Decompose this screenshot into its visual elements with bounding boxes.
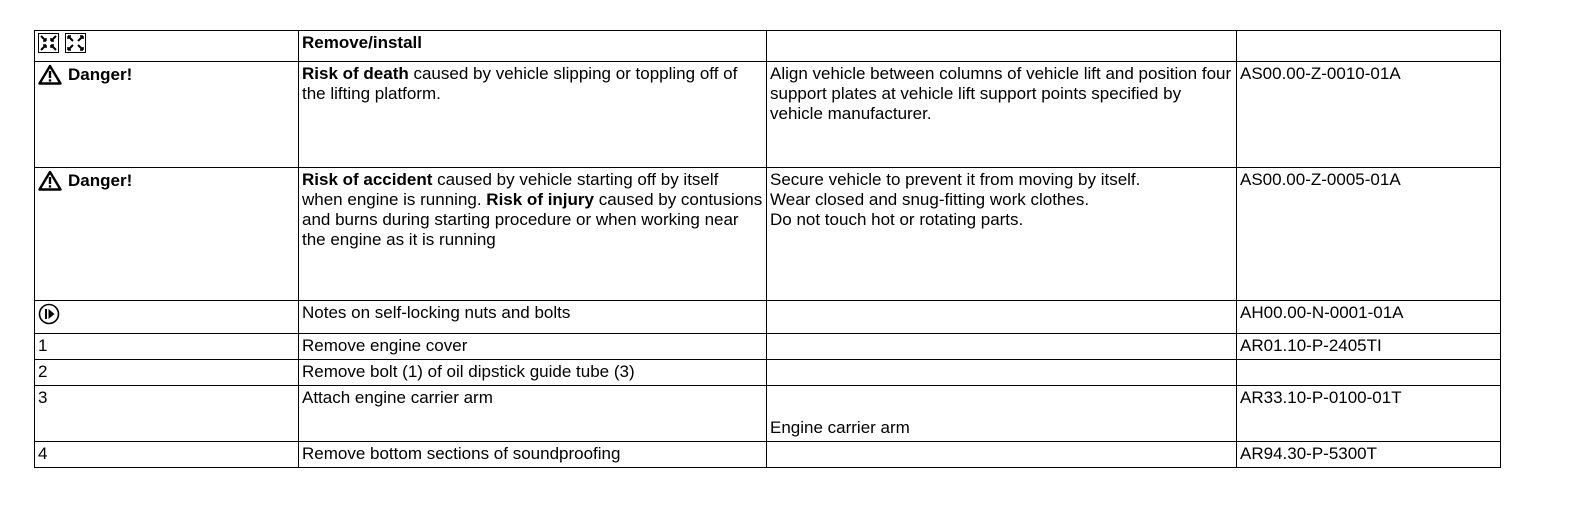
- risk-heading: Risk of accident: [302, 170, 433, 189]
- install-icon: [65, 33, 86, 53]
- risk-text: caused by contusions and burns during starting procedure or when working near the engine as it is running: [302, 190, 763, 249]
- risk-text: caused by vehicle starting off by itself when engine is running.: [302, 170, 719, 209]
- row-action-text: Engine carrier arm: [770, 418, 910, 437]
- warning-label-cell: [35, 62, 299, 168]
- note-icon: [38, 303, 60, 325]
- row-reference: AS00.00-Z-0005-01A: [1237, 168, 1501, 301]
- row-action: [767, 334, 1237, 360]
- table-row: [35, 168, 1501, 301]
- procedure-table: [34, 30, 1501, 468]
- row-action: [767, 386, 1237, 442]
- row-reference: [1237, 360, 1501, 386]
- warning-label: Danger!: [68, 64, 133, 84]
- step-number: 3: [35, 386, 299, 442]
- header-empty-cell: [767, 31, 1237, 62]
- header-empty-cell: [1237, 31, 1501, 62]
- row-action: Align vehicle between columns of vehicle lift and position four support plates at vehicle lift support points specified by vehicle manufacturer.: [767, 62, 1237, 168]
- row-reference: AR94.30-P-5300T: [1237, 442, 1501, 468]
- risk-text: caused by vehicle slipping or toppling off of the lifting platform.: [302, 64, 738, 103]
- warning-label-cell: [35, 168, 299, 301]
- table-row: [35, 301, 1501, 334]
- row-reference: AS00.00-Z-0010-01A: [1237, 62, 1501, 168]
- step-number: 2: [35, 360, 299, 386]
- header-icons-cell: [35, 31, 299, 62]
- risk-heading: Risk of injury: [486, 190, 594, 209]
- header-title: Remove/install: [299, 31, 767, 62]
- step-number: 1: [35, 334, 299, 360]
- row-reference: AR01.10-P-2405TI: [1237, 334, 1501, 360]
- row-action: [767, 442, 1237, 468]
- row-description: [299, 168, 767, 301]
- remove-icon: [38, 33, 59, 53]
- warning-label: Danger!: [68, 170, 133, 190]
- row-reference: AR33.10-P-0100-01T: [1237, 386, 1501, 442]
- row-description: Remove engine cover: [299, 334, 767, 360]
- table-header-row: [35, 31, 1501, 62]
- warning-triangle-icon: [38, 64, 62, 85]
- table-row: [35, 386, 1501, 442]
- step-number: 4: [35, 442, 299, 468]
- table-row: [35, 334, 1501, 360]
- row-reference: AH00.00-N-0001-01A: [1237, 301, 1501, 334]
- table-row: [35, 360, 1501, 386]
- risk-heading: Risk of death: [302, 64, 409, 83]
- row-action: Secure vehicle to prevent it from moving by itself. Wear closed and snug-fitting work clothes. Do not touch hot or rotating parts.: [767, 168, 1237, 301]
- row-action: [767, 360, 1237, 386]
- row-action: [767, 301, 1237, 334]
- row-description: Notes on self-locking nuts and bolts: [299, 301, 767, 334]
- row-description: Attach engine carrier arm: [299, 386, 767, 442]
- note-icon-cell: [35, 301, 299, 334]
- row-description: [299, 62, 767, 168]
- row-description: Remove bolt (1) of oil dipstick guide tube (3): [299, 360, 767, 386]
- row-description: Remove bottom sections of soundproofing: [299, 442, 767, 468]
- warning-triangle-icon: [38, 170, 62, 191]
- table-row: [35, 62, 1501, 168]
- table-row: [35, 442, 1501, 468]
